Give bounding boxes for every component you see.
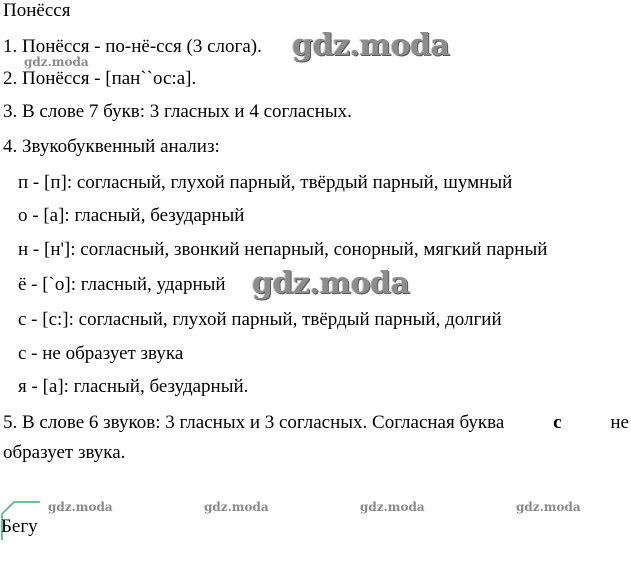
watermark-logo: gdz.moda: [292, 28, 450, 63]
watermark-small: gdz.moda: [24, 55, 89, 69]
summary-text-end: не: [610, 412, 629, 433]
heading: Понёсся: [3, 0, 71, 21]
summary-bold-letter: с: [553, 412, 562, 433]
summary-line-1: [3, 412, 629, 434]
analysis-line: о - [а]: гласный, безударный: [18, 205, 245, 226]
watermark-small: gdz.moda: [516, 500, 581, 514]
watermark-small: gdz.moda: [48, 500, 113, 514]
analysis-line: ё - [`о]: гласный, ударный: [18, 274, 226, 295]
watermark-small: gdz.moda: [204, 500, 269, 514]
analysis-line: я - [а]: гласный, безударный.: [18, 376, 249, 397]
watermark-logo: gdz.moda: [252, 266, 410, 301]
analysis-line: с - [с:]: согласный, глухой парный, твёрдый парный, долгий: [18, 309, 502, 330]
item-analysis-title: 4. Звукобуквенный анализ:: [3, 136, 220, 157]
item-syllables: 1. Понёсся - по-нё-сся (3 слога).: [3, 36, 262, 57]
summary-text: 5. В слове 6 звуков: 3 гласных и 3 согласных. Согласная буква: [3, 412, 505, 433]
summary-line-2: образует звука.: [3, 442, 126, 463]
item-transcription: 2. Понёсся - [пан``ос:а].: [3, 68, 197, 89]
analysis-line: п - [п]: согласный, глухой парный, твёрдый парный, шумный: [18, 172, 513, 193]
next-word-link[interactable]: Бегу: [1, 516, 38, 537]
analysis-line: с - не образует звука: [18, 343, 184, 364]
watermark-small: gdz.moda: [360, 500, 425, 514]
item-letters: 3. В слове 7 букв: 3 гласных и 4 согласных.: [3, 101, 352, 122]
analysis-line: н - [н']: согласный, звонкий непарный, сонорный, мягкий парный: [18, 239, 548, 260]
